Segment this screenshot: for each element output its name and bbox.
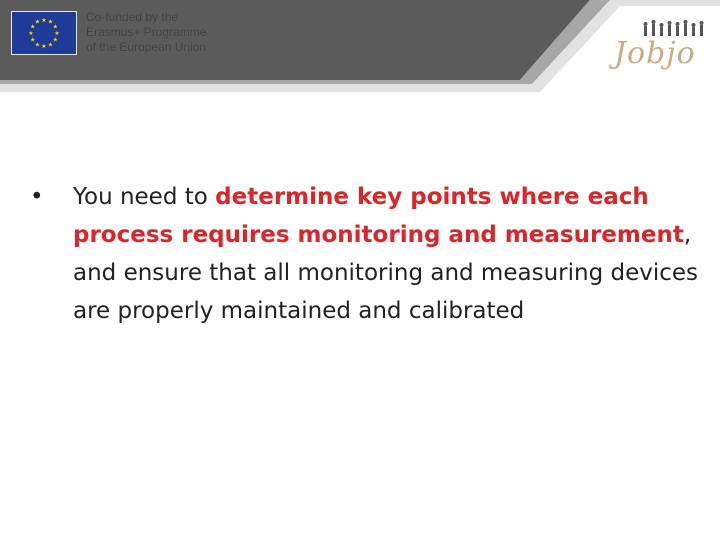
eu-star-icon: ★ [41, 43, 47, 50]
eu-cofunding-text [86, 10, 236, 55]
eu-text-line: Erasmus+ Programme [86, 25, 207, 39]
eu-star-icon: ★ [41, 17, 47, 24]
eu-text-line: Co-funded by the [86, 10, 179, 24]
eu-text-line: of the European Union [86, 40, 207, 54]
jobjo-logo [604, 18, 714, 82]
bullet-text [73, 178, 698, 330]
jobjo-wordmark: Jobjo [614, 36, 696, 71]
eu-star-icon: ★ [34, 18, 41, 26]
eu-star-icon: ★ [34, 41, 41, 49]
eu-star-icon: ★ [30, 36, 36, 44]
bullet-text-part: , and ensure that all monitoring and measuring devices are properly maintained and calibrated [73, 222, 699, 324]
eu-star-icon: ★ [28, 30, 34, 37]
bullet-highlight-text: determine key points where each process requires monitoring and measurement [73, 184, 684, 248]
eu-flag-icon [12, 12, 76, 54]
eu-star-icon: ★ [54, 30, 60, 37]
eu-star-icon: ★ [52, 23, 58, 31]
bullet-text-part: You need to [73, 184, 216, 210]
bullet-icon: • [30, 184, 44, 210]
eu-star-icon: ★ [47, 41, 54, 49]
eu-star-icon: ★ [30, 23, 36, 31]
slide-content [28, 178, 698, 330]
eu-star-icon: ★ [52, 36, 58, 44]
eu-star-icon: ★ [47, 18, 54, 26]
bullet-item [28, 178, 698, 330]
